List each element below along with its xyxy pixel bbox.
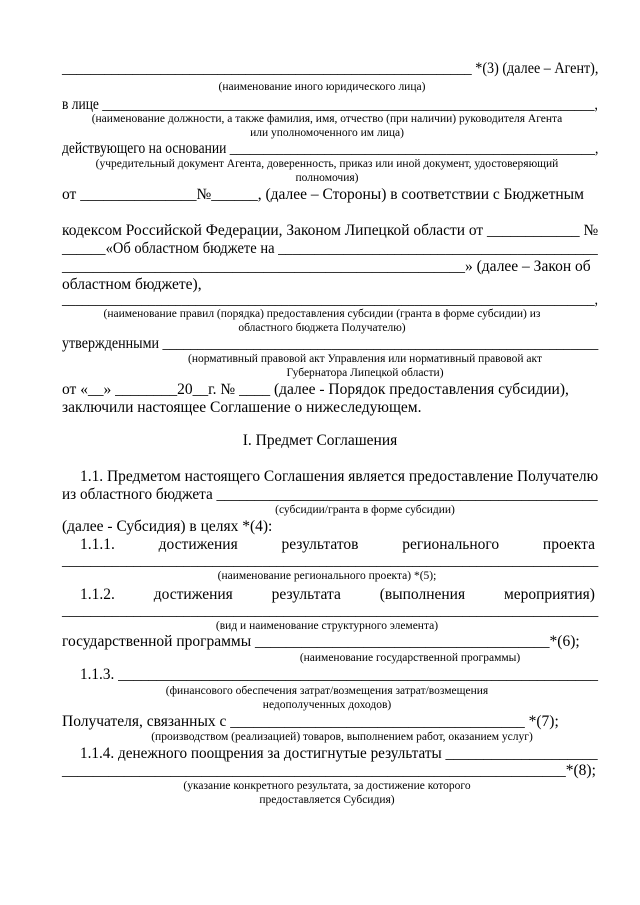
item-1-1-3: 1.1.3. _______________________________________________________________ xyxy=(80,666,598,683)
recipient-costs-line: Получателя, связанных с ______________________________________ *(7); xyxy=(62,713,559,730)
item-1-1-4: 1.1.4. денежного поощрения за достигнутые результаты ____________________ xyxy=(80,745,598,762)
concluded-line: заключили настоящее Соглашение о нижеследующем. xyxy=(62,399,422,416)
caption-rules-a: (наименование правил (порядка) предоставления субсидии (гранта в форме субсидии) из xyxy=(103,308,541,320)
item-word: достижения xyxy=(158,536,238,553)
parties-line: от _______________№______, (далее – Стороны) в соответствии с Бюджетным xyxy=(62,186,584,203)
caption-position-b: или уполномоченного им лица) xyxy=(250,127,404,139)
rules-line: ________________________________________________________________________________, xyxy=(62,291,598,308)
caption-rules-b: областного бюджета Получателю) xyxy=(238,322,406,334)
from-budget-line: из областного бюджета __________________________________________________ xyxy=(62,486,598,503)
caption-document-a: (учредительный документ Агента, доверенность, приказ или иной документ, удостоверяющий xyxy=(95,158,559,170)
represented-by-line: в лице _________________________________________________________________________, xyxy=(62,96,598,113)
acting-basis-line: действующего на основании ______________________________________________________, xyxy=(62,140,599,157)
item-word: регионального xyxy=(402,536,500,553)
budget-law-cont-line: ____________________________________________________» (далее – Закон об xyxy=(62,258,591,275)
agent-line: __________________________________________________________ *(3) (далее – Агент), xyxy=(62,60,599,77)
caption-state-program: (наименование государственной программы) xyxy=(299,652,521,664)
budget-law-line: ______«Об областном бюджете на ____________________________________________ xyxy=(62,240,598,257)
structural-element-line: ___________________________________________________________________________ xyxy=(62,602,599,619)
caption-result-b: предоставляется Субсидия) xyxy=(259,794,395,806)
item-word: мероприятия) xyxy=(503,586,595,603)
approved-line: утвержденными ______________________________________________________________ xyxy=(62,335,599,352)
item-number: 1.1.2. xyxy=(80,586,115,603)
caption-costs-b: недополученных доходов) xyxy=(262,699,392,711)
purpose-line: (далее - Субсидия) в целях *(4): xyxy=(62,518,273,535)
item-word: достижения xyxy=(153,586,233,603)
caption-subsidy: (субсидии/гранта в форме субсидии) xyxy=(275,504,455,516)
regional-project-line: ___________________________________________________________________________ xyxy=(62,552,599,569)
caption-structural-element: (вид и наименование структурного элемента) xyxy=(215,620,439,632)
caption-regional-project: (наименование регионального проекта) *(5); xyxy=(217,570,437,582)
subject-line: 1.1. Предметом настоящего Соглашения является предоставление Получателю xyxy=(80,468,599,485)
caption-costs-a: (финансового обеспечения затрат/возмещения затрат/возмещения xyxy=(165,685,489,697)
result-line: _________________________________________________________________*(8); xyxy=(62,762,596,779)
section-heading: I. Предмет Соглашения xyxy=(242,432,398,449)
budget-code-line: кодексом Российской Федерации, Законом Липецкой области от ____________ № xyxy=(62,222,599,239)
budget-law-end-line: областном бюджете), xyxy=(62,276,202,293)
caption-production: (производством (реализацией) товаров, выполнением работ, оказанием услуг) xyxy=(151,731,533,743)
caption-legal-entity: (наименование иного юридического лица) xyxy=(218,81,426,93)
caption-position-a: (наименование должности, а также фамилия, имя, отчество (при наличии) руководителя Агента xyxy=(91,113,563,125)
item-word: (выполнения xyxy=(379,586,466,603)
caption-result-a: (указание конкретного результата, за достижение которого xyxy=(183,780,471,792)
order-date-line: от «__» ________20__г. № ____ (далее - Порядок предоставления субсидии), xyxy=(62,381,569,398)
item-word: результатов xyxy=(281,536,359,553)
item-word: результата xyxy=(271,586,341,603)
caption-normative-b: Губернатора Липецкой области) xyxy=(286,367,444,379)
item-word: проекта xyxy=(542,536,595,553)
caption-document-b: полномочия) xyxy=(295,172,359,184)
caption-normative-a: (нормативный правовой акт Управления или нормативный правовой акт xyxy=(188,353,542,365)
item-number: 1.1.1. xyxy=(80,536,115,553)
state-program-line: государственной программы ______________________________________*(6); xyxy=(62,633,580,650)
